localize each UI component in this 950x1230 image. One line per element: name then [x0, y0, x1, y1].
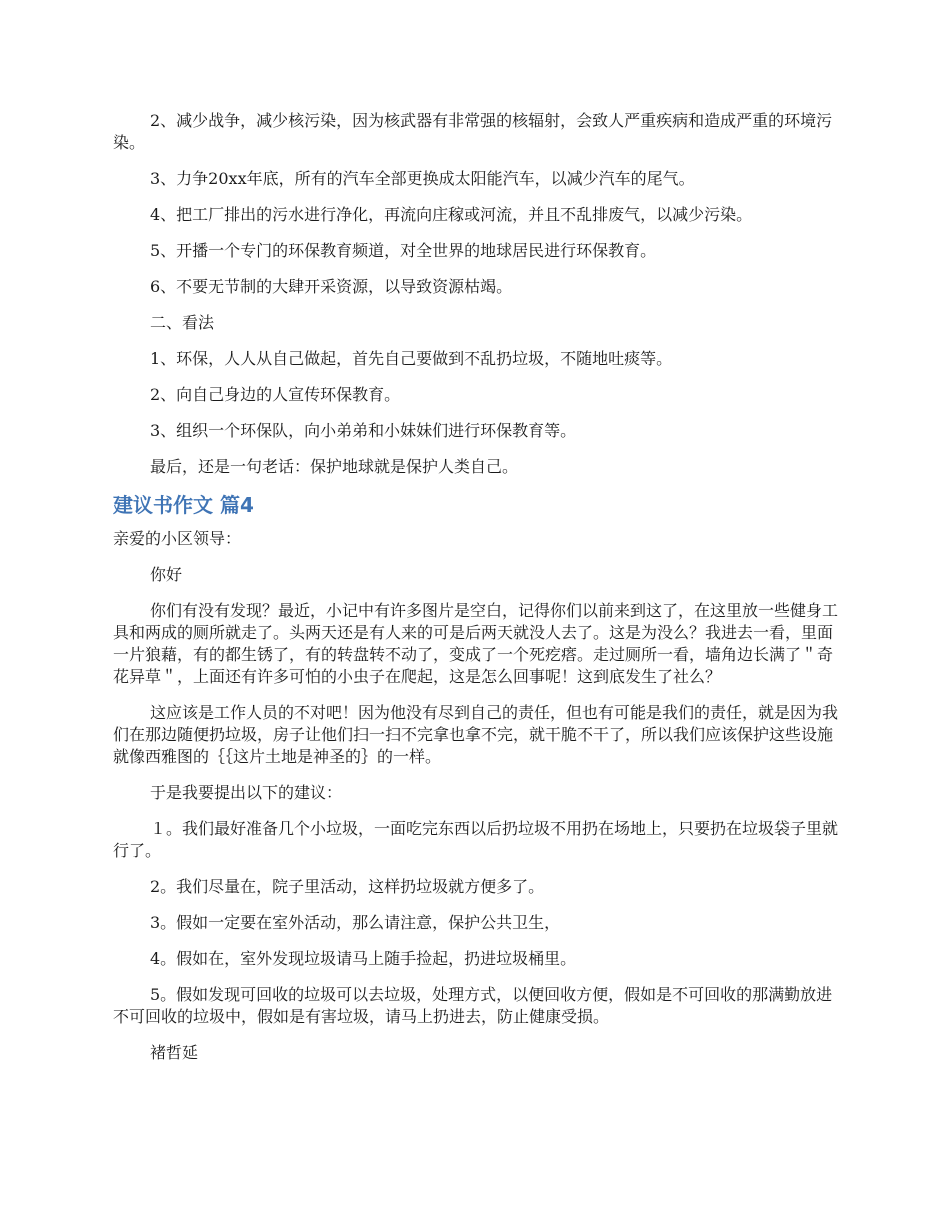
paragraph: 3、力争20xx年底，所有的汽车全部更换成太阳能汽车，以减少汽车的尾气。 — [150, 169, 695, 188]
paragraph: 3、组织一个环保队，向小弟弟和小妹妹们进行环保教育等。 — [150, 421, 577, 440]
section-subheading: 二、看法 — [150, 313, 215, 332]
paragraph: 你们有没有发现？最近，小记中有许多图片是空白，记得你们以前来到这了，在这里放一些健身工具和两成的厕所就走了。头两天还是有人来的可是后两天就没人去了。这是为没么？我进去一看，里面一片狼藉，有的都生锈了，有的转盘转不动了，变成了一个死疙瘩。走过厕所一看，墙角边长满了＂奇花异草＂，上面还有许多可怕的小虫子在爬起，这是怎么回事呢！这到底发生了社么？ — [113, 601, 839, 686]
salutation: 亲爱的小区领导： — [113, 529, 242, 548]
paragraph: 4、把工厂排出的污水进行净化，再流向庄稼或河流，并且不乱排废气，以减少污染。 — [150, 205, 753, 224]
paragraph: 2。我们尽量在，院子里活动，这样扔垃圾就方便多了。 — [150, 877, 545, 896]
paragraph: 3。假如一定要在室外活动，那么请注意，保护公共卫生， — [150, 913, 561, 932]
paragraph: 6、不要无节制的大肆开采资源，以导致资源枯竭。 — [150, 277, 513, 296]
document-page — [113, 110, 839, 1078]
paragraph: 4。假如在，室外发现垃圾请马上随手捡起，扔进垃圾桶里。 — [150, 949, 577, 968]
paragraph: 5。假如发现可回收的垃圾可以去垃圾，处理方式，以便回收方便，假如是不可回收的那满勤放进不可回收的垃圾中，假如是有害垃圾，请马上扔进去，防止健康受损。 — [113, 985, 833, 1026]
paragraph: 最后，还是一句老话：保护地球就是保护人类自己。 — [150, 457, 519, 476]
paragraph: 5、开播一个专门的环保教育频道，对全世界的地球居民进行环保教育。 — [150, 241, 657, 260]
article-heading: 建议书作文 篇4 — [113, 493, 254, 517]
paragraph: 2、减少战争，减少核污染，因为核武器有非常强的核辐射，会致人严重疾病和造成严重的环境污染。 — [113, 111, 833, 152]
signature: 褚哲延 — [150, 1043, 199, 1062]
paragraph: 这应该是工作人员的不对吧！因为他没有尽到自己的责任，但也有可能是我们的责任，就是因为我们在那边随便扔垃圾，房子让他们扫一扫不完拿也拿不完，就干脆不干了，所以我们应该保护这些设施就像西雅图的｛｛这片土地是神圣的｝的一样。 — [113, 703, 839, 766]
paragraph: １。我们最好准备几个小垃圾，一面吃完东西以后扔垃圾不用扔在场地上，只要扔在垃圾袋子里就行了。 — [113, 819, 839, 860]
greeting: 你好 — [150, 565, 183, 584]
paragraph: 2、向自己身边的人宣传环保教育。 — [150, 385, 401, 404]
paragraph: 1、环保，人人从自己做起，首先自己要做到不乱扔垃圾，不随地吐痰等。 — [150, 349, 673, 368]
paragraph: 于是我要提出以下的建议： — [150, 783, 343, 802]
